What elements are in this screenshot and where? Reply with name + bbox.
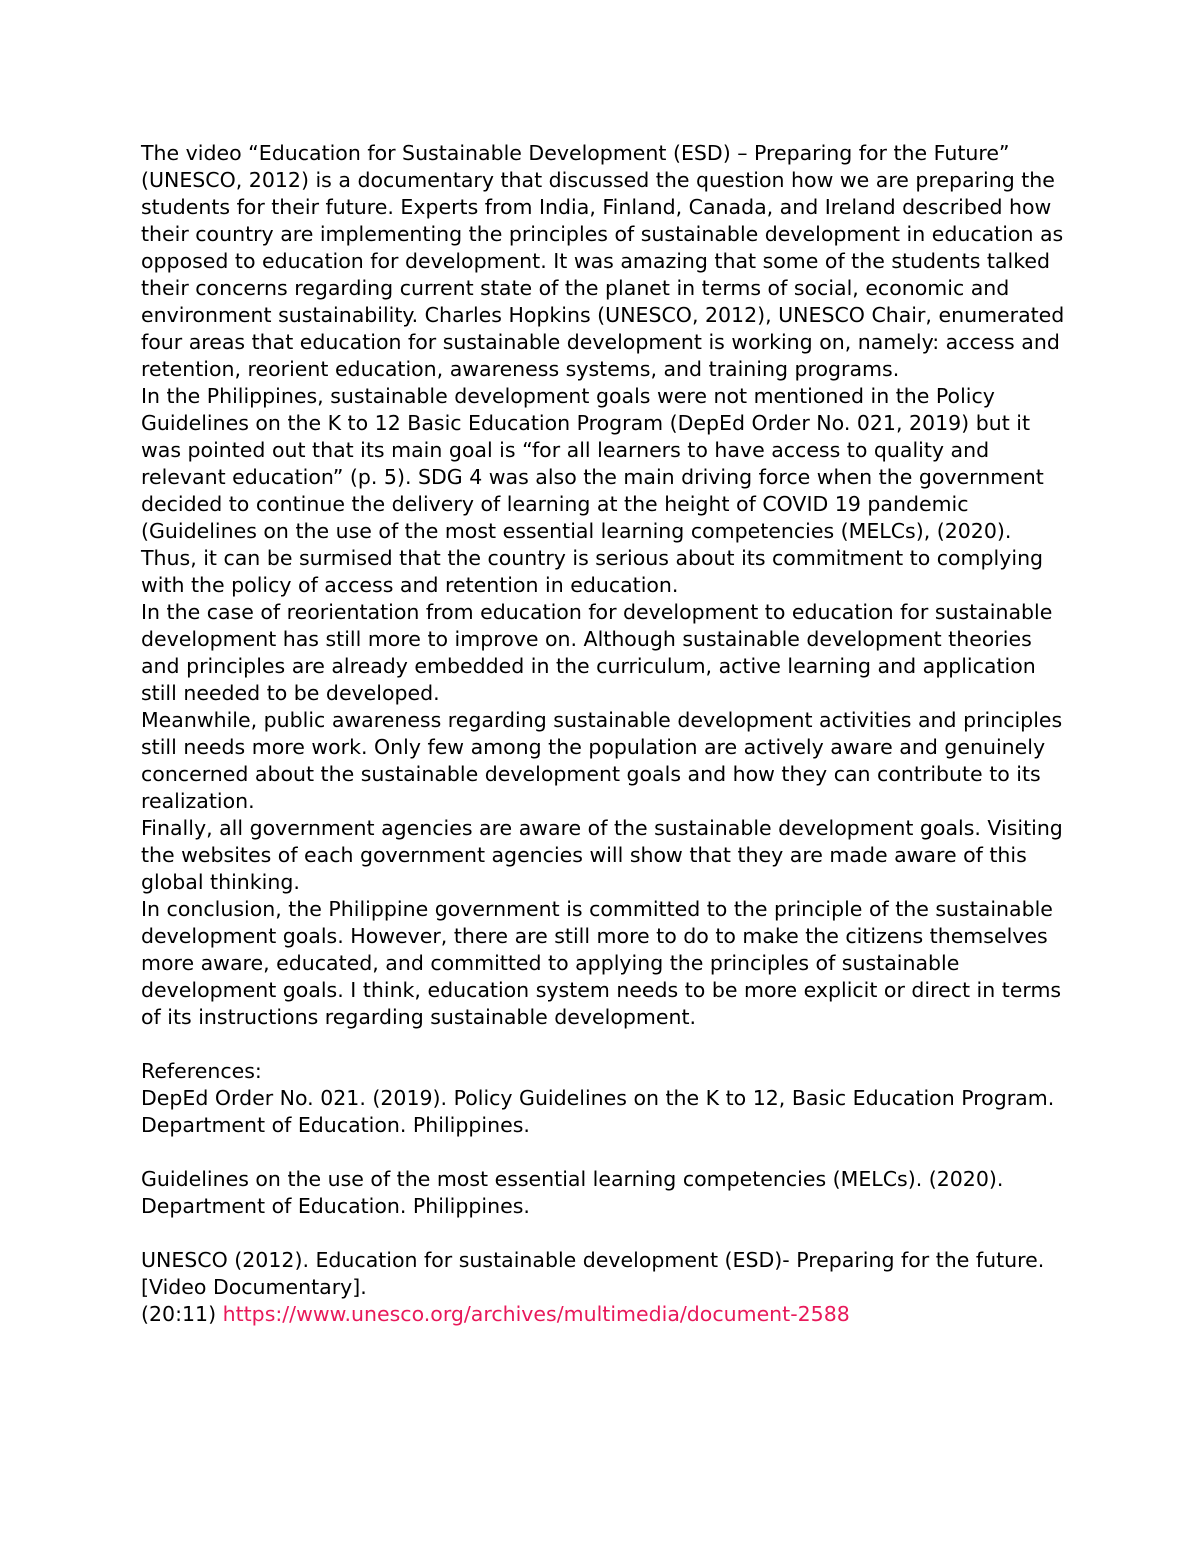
paragraph-government-agencies: Finally, all government agencies are aware of the sustainable development goals. Visiting the websites of each government agencies will show that they are made aware of this global thinking. bbox=[141, 816, 1063, 894]
reference-melcs-guidelines: Guidelines on the use of the most essential learning competencies (MELCs). (2020). Department of Education. Philippines. bbox=[141, 1167, 1004, 1218]
reference-timestamp: (20:11) bbox=[141, 1302, 217, 1326]
body-text bbox=[141, 140, 1071, 1031]
paragraph-reorientation: In the case of reorientation from education for development to education for sustainable development has still more to improve on. Although sustainable development theories and principles are already embedded in the curriculum, active learning and application still needed to be developed. bbox=[141, 600, 1053, 705]
reference-unesco-text: UNESCO (2012). Education for sustainable development (ESD)- Preparing for the future. [Video Documentary]. bbox=[141, 1248, 1045, 1299]
reference-unesco-video bbox=[141, 1247, 1071, 1328]
document-page bbox=[141, 140, 1071, 1328]
references-heading: References: bbox=[141, 1059, 262, 1083]
reference-deped-order: DepEd Order No. 021. (2019). Policy Guidelines on the K to 12, Basic Education Program. Department of Education. Philippines. bbox=[141, 1086, 1055, 1137]
paragraph-intro: The video “Education for Sustainable Development (ESD) – Preparing for the Future” (UNESCO, 2012) is a documentary that discussed the question how we are preparing the students for their future. Experts from India, Finland, Canada, and Ireland described how their country are implementing the principles of sustainable development in education as opposed to education for development. It was amazing that some of the students talked their concerns regarding current state of the planet in terms of social, economic and environment sustainability. Charles Hopkins (UNESCO, 2012), UNESCO Chair, enumerated four areas that education for sustainable development is working on, namely: access and retention, reorient education, awareness systems, and training programs. bbox=[141, 141, 1065, 381]
reference-unesco-link-line bbox=[141, 1301, 1071, 1328]
paragraph-public-awareness: Meanwhile, public awareness regarding sustainable development activities and principles still needs more work. Only few among the population are actively aware and genuinely concerned about the sustainable development goals and how they can contribute to its realization. bbox=[141, 708, 1063, 813]
references-section bbox=[141, 1058, 1071, 1328]
paragraph-philippines: In the Philippines, sustainable development goals were not mentioned in the Policy Guidelines on the K to 12 Basic Education Program (DepEd Order No. 021, 2019) but it was pointed out that its main goal is “for all learners to have access to quality and relevant education” (p. 5). SDG 4 was also the main driving force when the government decided to continue the delivery of learning at the height of COVID 19 pandemic (Guidelines on the use of the most essential learning competencies (MELCs), (2020). Thus, it can be surmised that the country is serious about its commitment to complying with the policy of access and retention in education. bbox=[141, 384, 1044, 597]
paragraph-conclusion: In conclusion, the Philippine government is committed to the principle of the sustainable development goals. However, there are still more to do to make the citizens themselves more aware, educated, and committed to applying the principles of sustainable development goals. I think, education system needs to be more explicit or direct in terms of its instructions regarding sustainable development. bbox=[141, 897, 1062, 1029]
unesco-archive-link[interactable]: https://www.unesco.org/archives/multimedia/document-2588 bbox=[222, 1302, 850, 1326]
